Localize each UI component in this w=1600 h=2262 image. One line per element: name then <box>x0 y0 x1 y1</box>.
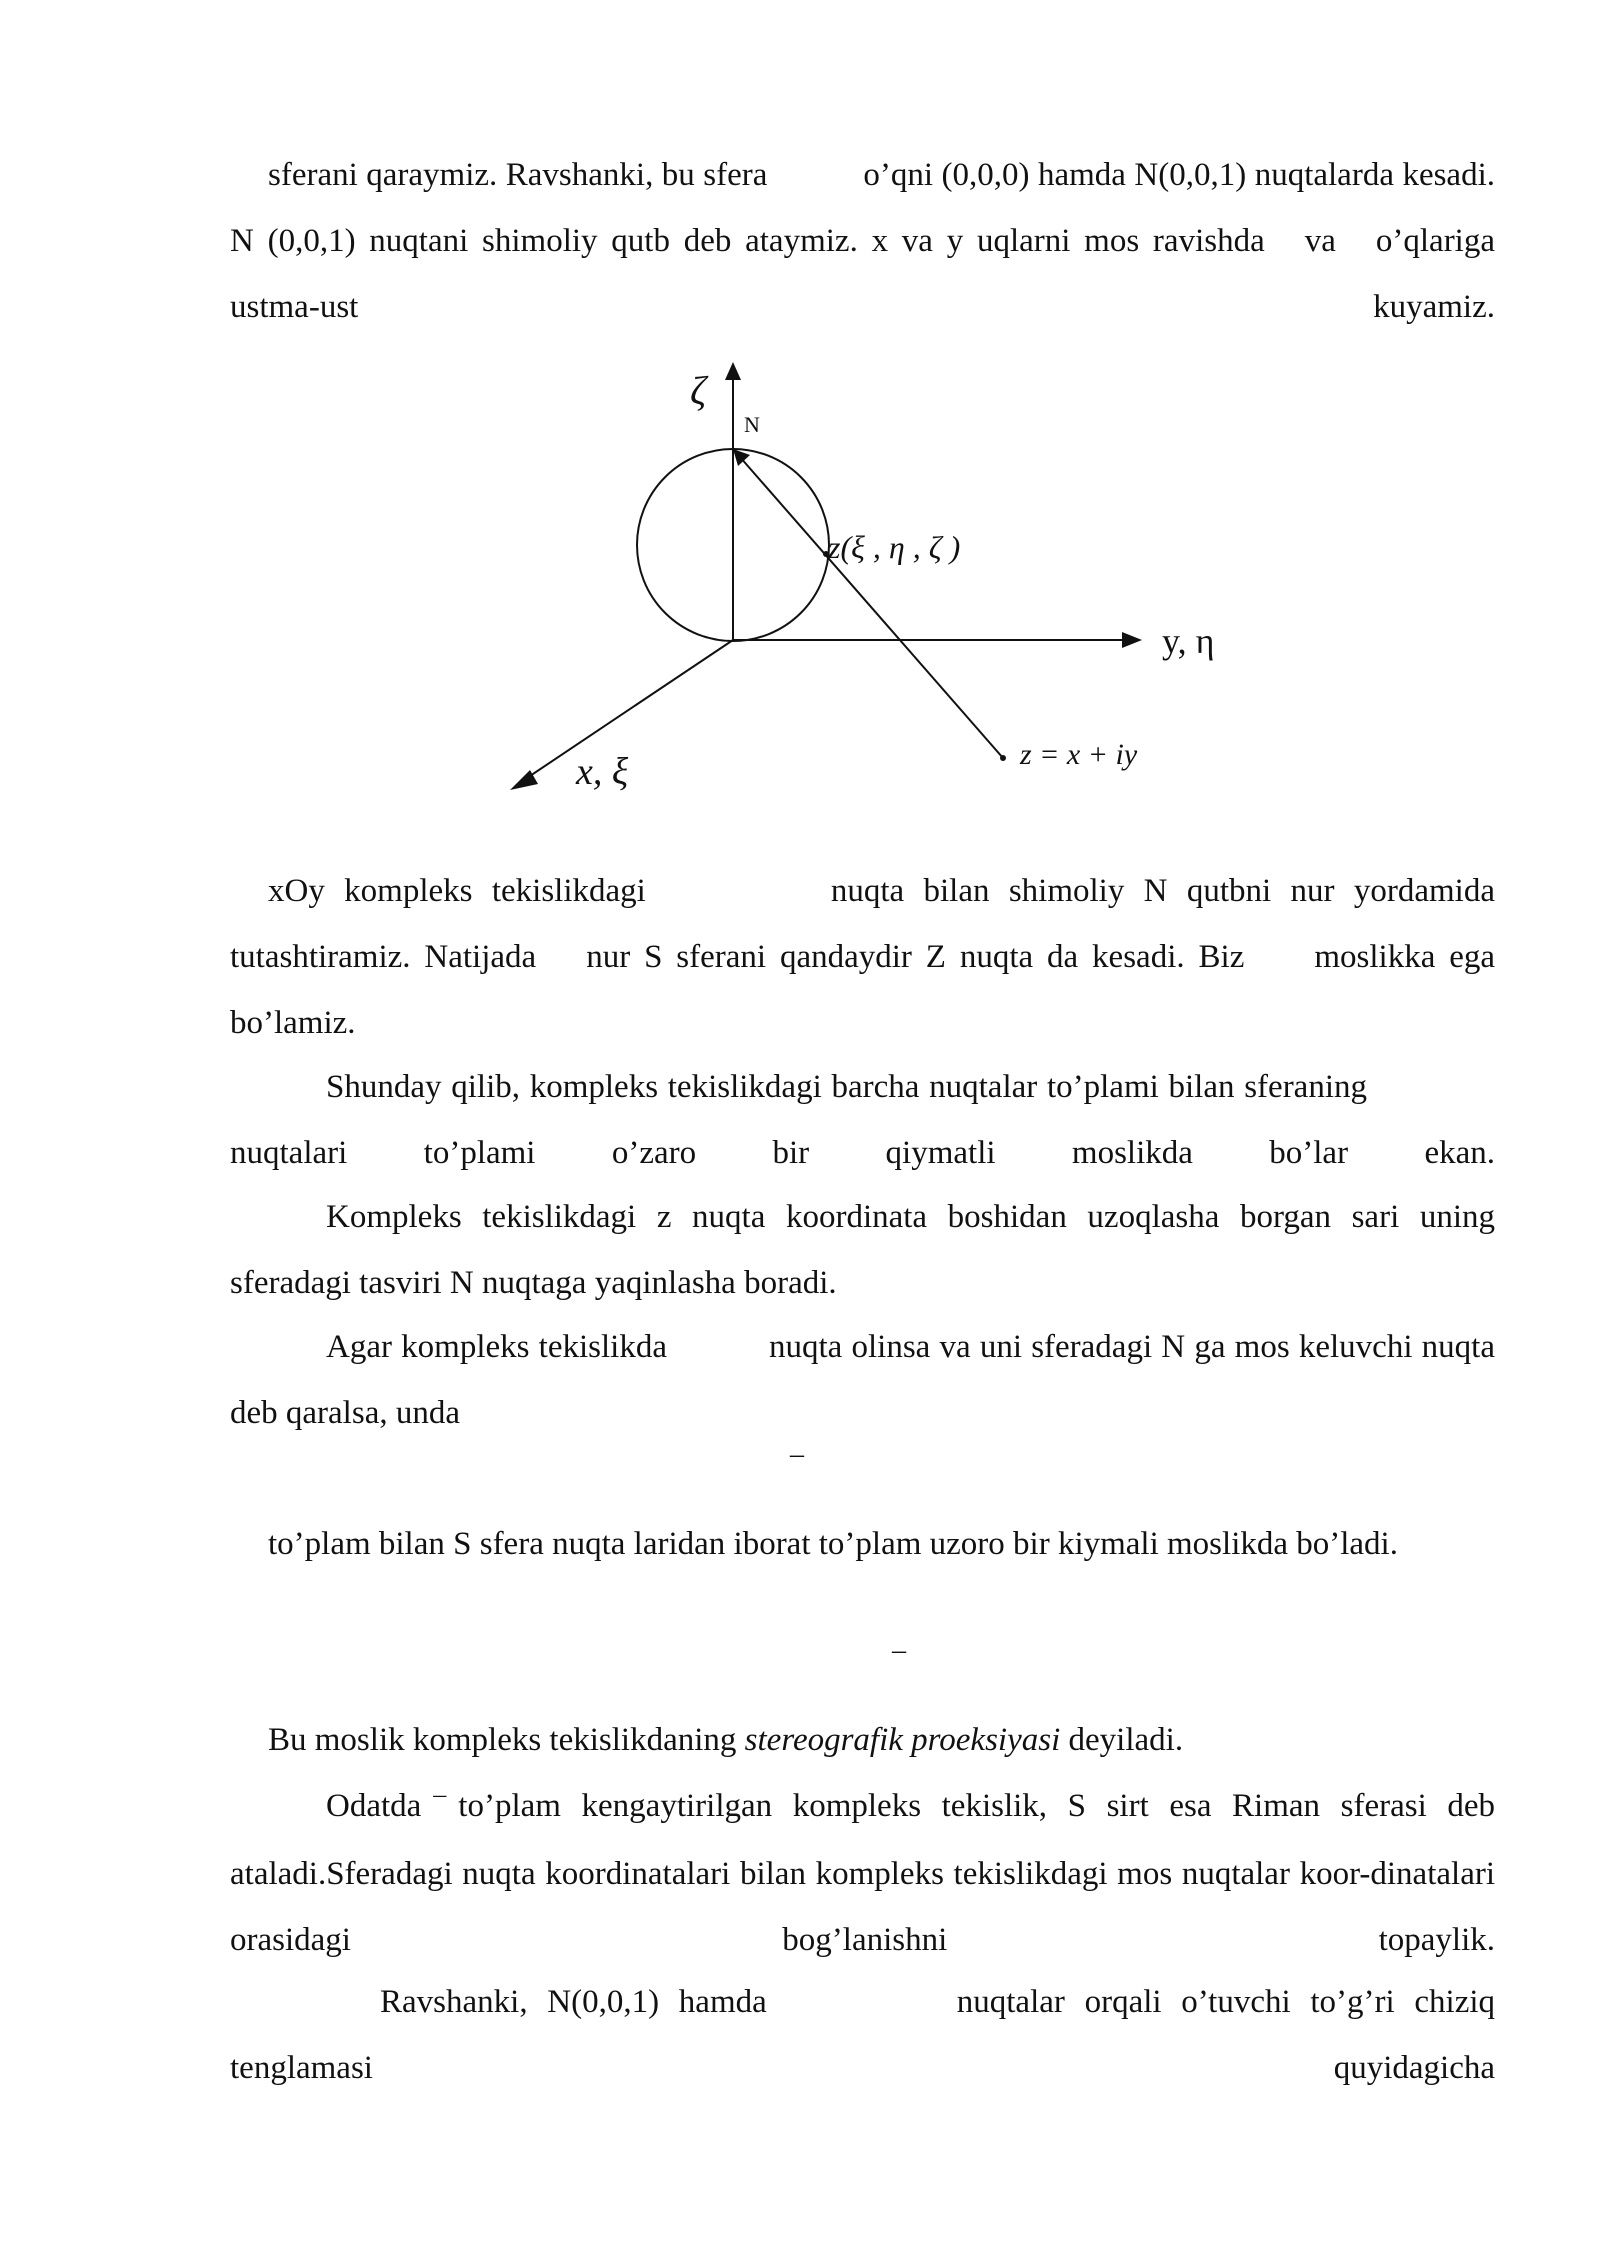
sphere-point-label: z(ξ , η , ζ ) <box>828 529 961 565</box>
text-run: nuqtalari to’plami o’zaro bir qiymatli moslikda bo’lar ekan. <box>230 1135 1495 1171</box>
paragraph-stereographic-definition <box>230 1707 1495 1773</box>
text-run: nuqtalar orqali o’tuvchi to’g’ri chiziq tenglamasi quyidagicha <box>230 1984 1496 2086</box>
text-run: sferani qaraymiz. Ravshanki, bu sfera <box>268 157 768 193</box>
paragraph-bijection <box>230 1054 1495 1186</box>
overline-mark: ¯ <box>433 1793 447 1822</box>
text-run: o’qlariga ustma-ust kuyamiz. <box>230 223 1495 325</box>
text-run: Biz <box>1198 939 1245 975</box>
paragraph-sphere-intro <box>230 142 1495 340</box>
vertical-axis-arrow <box>725 362 741 380</box>
overline-mark: – <box>892 1635 906 1666</box>
text-run: to’plam kengaytirilgan kompleks tekislik, S sirt esa Riman sferasi deb ataladi.Sferadagi nuqta koordinatalari bilan kompleks tekislikdagi mos nuqtalar koor-dinatalari orasidagi bog’lanishni topaylik. <box>230 1788 1495 1958</box>
emphasis-term: stereografik proeksiyasi <box>744 1722 1061 1758</box>
paragraph-riemann-sphere <box>230 1773 1495 1973</box>
text-run: o’qni (0,0,0) hamda N(0,0,1) nuqtalarda kesadi. N (0,0,1) nuqtani shimoliy qutb deb ataymiz. x va y uqlarni mos ravishda <box>230 157 1495 259</box>
text-run: va <box>1304 223 1336 259</box>
text-run: nuqta olinsa va uni sferadagi N ga mos keluvchi nuqta deb qaralsa, unda <box>230 1329 1495 1431</box>
y-axis-label: y, η <box>1162 621 1215 661</box>
text-run: deyiladi. <box>1068 1722 1184 1758</box>
text-run: xOy kompleks tekislikdagi <box>268 873 646 909</box>
vertical-axis-label: ζ <box>690 368 707 413</box>
y-axis-arrow <box>1122 632 1142 648</box>
text-run: moslikka ega bo’lamiz. <box>230 939 1496 1041</box>
paragraph-limit-to-north: Kompleks tekislikdagi z nuqta koordinata boshidan uzoqlasha borgan sari uning sferadagi tasviri N nuqtaga yaqinlasha boradi. <box>230 1199 1495 1301</box>
text-run: Shunday qilib, kompleks tekislikdagi barcha nuqtalar to’plami bilan sferaning <box>326 1069 1367 1105</box>
overline-mark: – <box>790 1439 804 1470</box>
paragraph-line-equation <box>230 1969 1495 2101</box>
text-run: Bu moslik kompleks tekislikdaning <box>268 1722 737 1758</box>
text-run: nuqta bilan shimoliy N qutbni nur yordamida tutashtiramiz. Natijada <box>230 873 1495 975</box>
text-run: nur S sferani qandaydir Z nuqta da kesadi. <box>586 939 1185 975</box>
text-run: Ravshanki, N(0,0,1) hamda <box>380 1984 767 2020</box>
text-run: Odatda <box>326 1788 422 1824</box>
paragraph-point-at-infinity <box>230 1314 1495 1446</box>
projection-ray <box>733 449 1003 758</box>
text-run: Agar kompleks tekislikda <box>326 1329 667 1365</box>
stereographic-projection-figure <box>500 360 1260 820</box>
plane-point-marker <box>1000 755 1006 761</box>
paragraph-extended-set-mapping: to’plam bilan S sfera nuqta laridan iborat to’plam uzoro bir kiymali moslikda bo’ladi. <box>268 1526 1398 1562</box>
paragraph-ray-construction <box>230 858 1495 1056</box>
north-pole-marker <box>733 449 750 466</box>
x-axis-label: x, ξ <box>576 751 629 793</box>
plane-point-label: z = x + iy <box>1020 738 1138 771</box>
north-pole-label: N <box>744 412 760 437</box>
